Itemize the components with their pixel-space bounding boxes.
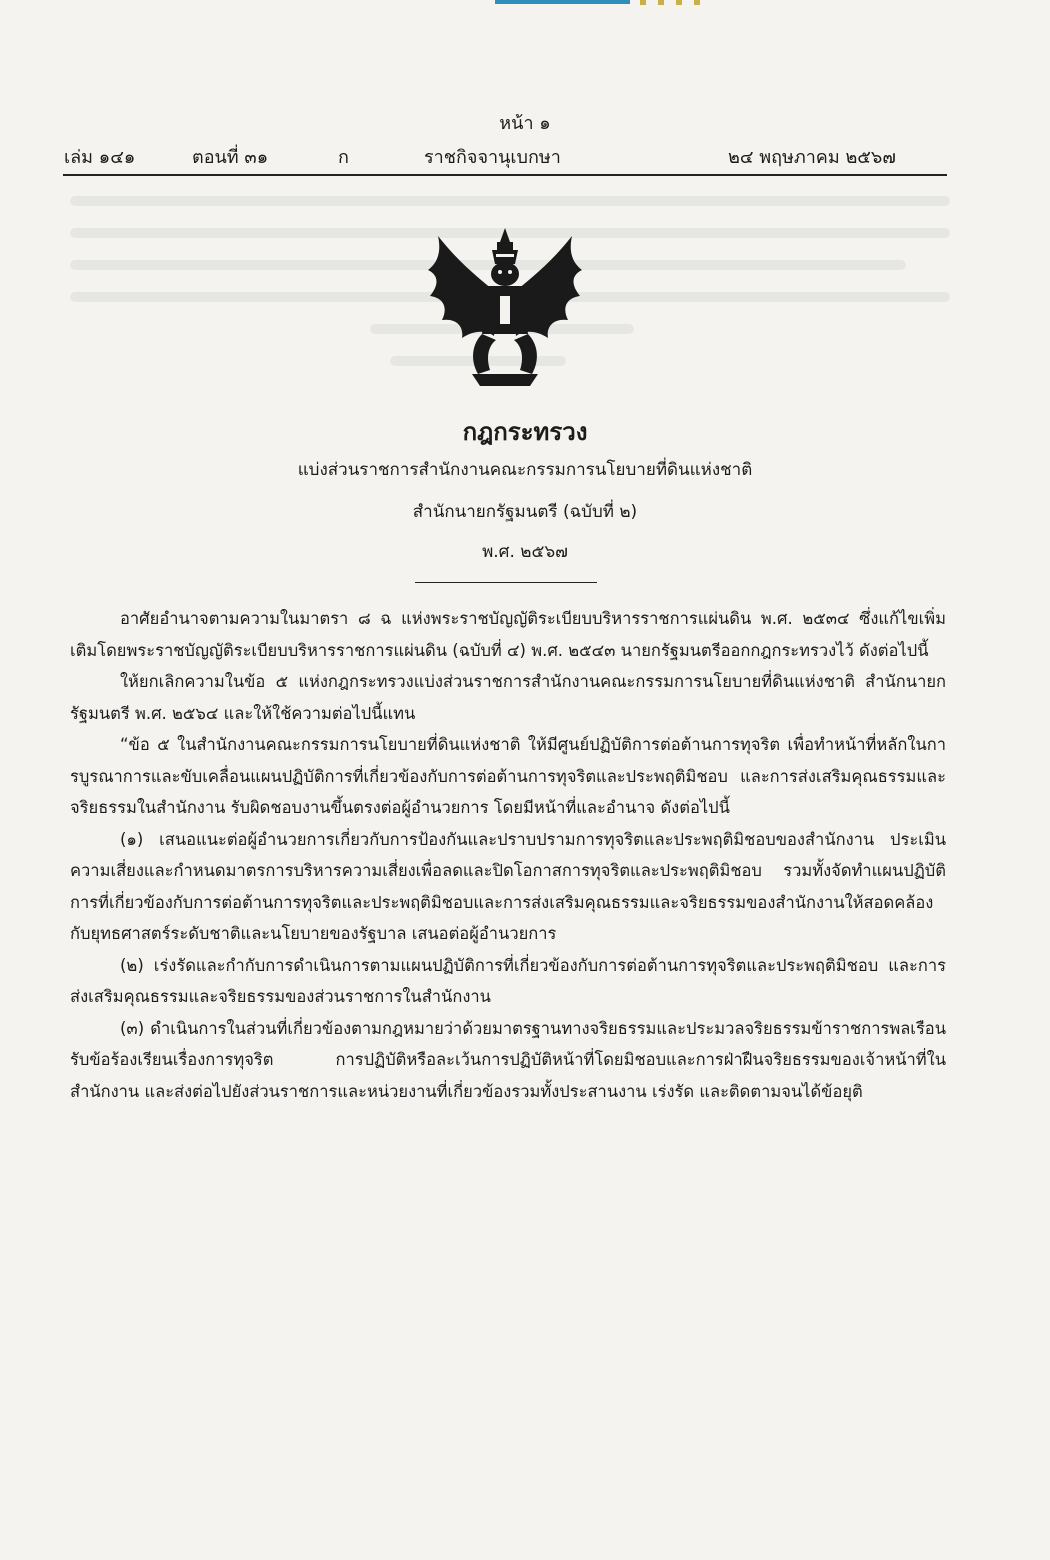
document-subtitle-2: สำนักนายกรัฐมนตรี (ฉบับที่ ๒) bbox=[412, 502, 638, 522]
header-rule bbox=[63, 174, 947, 176]
header-volume: เล่ม ๑๔๑ bbox=[64, 147, 136, 168]
document-title: กฎกระทรวง bbox=[462, 418, 588, 446]
header-publication: ราชกิจจานุเบกษา bbox=[424, 147, 561, 168]
header-date: ๒๔ พฤษภาคม ๒๕๖๗ bbox=[728, 147, 896, 168]
repeal-paragraph: ให้ยกเลิกความในข้อ ๕ แห่งกฎกระทรวงแบ่งส่วนราชการสำนักงานคณะกรรมการนโยบายที่ดินแห่งชาติ สำนักนายกรัฐมนตรี พ.ศ. ๒๕๖๔ และให้ใช้ความต่อไปนี้แทน bbox=[70, 672, 946, 723]
page-number: หน้า ๑ bbox=[499, 113, 551, 134]
photo-edge-blue-mark bbox=[495, 0, 630, 4]
document-year: พ.ศ. ๒๕๖๗ bbox=[482, 542, 568, 562]
garuda-emblem-icon bbox=[420, 224, 590, 394]
photo-top-edge bbox=[0, 0, 1050, 7]
title-rule bbox=[415, 582, 597, 583]
document-body bbox=[70, 603, 946, 1107]
header-issue: ตอนที่ ๓๑ bbox=[192, 147, 269, 168]
clause-5-paragraph: “ข้อ ๕ ในสำนักงานคณะกรรมการนโยบายที่ดินแห่งชาติ ให้มีศูนย์ปฏิบัติการต่อต้านการทุจริต เพื่อทำหน้าที่หลักในการบูรณาการและขับเคลื่อนแผนปฏิบัติการที่เกี่ยวข้องกับการต่อต้านการทุจริตและประพฤติมิชอบ และการส่งเสริมคุณธรรมและจริยธรรมในสำนักงาน รับผิดชอบงานขึ้นตรงต่อผู้อำนวยการ โดยมีหน้าที่และอำนาจ ดังต่อไปนี้ bbox=[70, 735, 946, 817]
document-subtitle-1: แบ่งส่วนราชการสำนักงานคณะกรรมการนโยบายที่ดินแห่งชาติ bbox=[297, 460, 753, 480]
gazette-header bbox=[64, 144, 944, 172]
item-3-paragraph: (๓) ดำเนินการในส่วนที่เกี่ยวข้องตามกฎหมายว่าด้วยมาตรฐานทางจริยธรรมและประมวลจริยธรรมข้าราชการพลเรือน รับข้อร้องเรียนเรื่องการทุจริต การปฏิบัติหรือละเว้นการปฏิบัติหน้าที่โดยมิชอบและการฝ่าฝืนจริยธรรมของเจ้าหน้าที่ในสำนักงาน และส่งต่อไปยังส่วนราชการและหน่วยงานที่เกี่ยวข้องรวมทั้งประสานงาน เร่งรัด และติดตามจนได้ข้อยุติ bbox=[70, 1018, 946, 1101]
item-2-paragraph: (๒) เร่งรัดและกำกับการดำเนินการตามแผนปฏิบัติการที่เกี่ยวข้องกับการต่อต้านการทุจริตและประพฤติมิชอบ และการส่งเสริมคุณธรรมและจริยธรรมของส่วนราชการในสำนักงาน bbox=[70, 955, 946, 1006]
header-section: ก bbox=[338, 147, 349, 168]
item-1-paragraph: (๑) เสนอแนะต่อผู้อำนวยการเกี่ยวกับการป้องกันและปราบปรามการทุจริตและประพฤติมิชอบของสำนักงาน ประเมินความเสี่ยงและกำหนดมาตรการบริหารความเสี่ยงเพื่อลดและปิดโอกาสการทุจริตและประพฤติมิชอบ รวมทั้งจัดทำแผนปฏิบัติการที่เกี่ยวข้องกับการต่อต้านการทุจริตและประพฤติมิชอบและการส่งเสริมคุณธรรมและจริยธรรมของสำนักงานให้สอดคล้องกับยุทธศาสตร์ระดับชาติและนโยบายของรัฐบาล เสนอต่อผู้อำนวยการ bbox=[70, 829, 946, 943]
preamble-paragraph: อาศัยอำนาจตามความในมาตรา ๘ ฉ แห่งพระราชบัญญัติระเบียบบริหารราชการแผ่นดิน พ.ศ. ๒๕๓๔ ซึ่งแก้ไขเพิ่มเติมโดยพระราชบัญญัติระเบียบบริหารราชการแผ่นดิน (ฉบับที่ ๔) พ.ศ. ๒๕๔๓ นายกรัฐมนตรีออกกฎกระทรวงไว้ ดังต่อไปนี้ bbox=[70, 609, 946, 660]
photo-edge-dots bbox=[640, 0, 700, 5]
